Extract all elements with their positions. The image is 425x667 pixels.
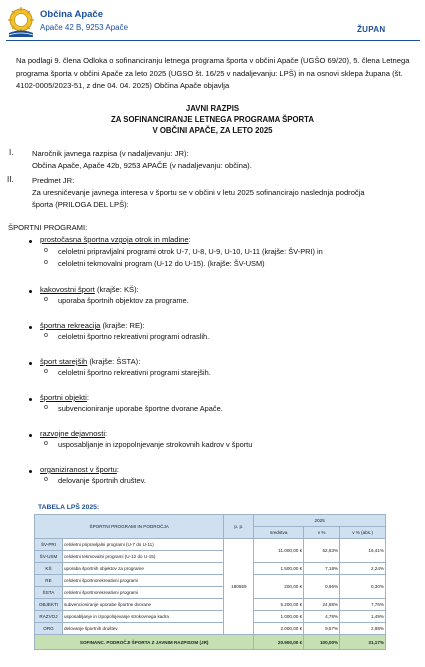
row-desc: subvencioniranje uporabe športne dvorane bbox=[62, 599, 223, 611]
total-abs: 31,17% bbox=[340, 635, 386, 650]
row-amount: 1.500,00 € bbox=[254, 563, 304, 575]
bullet-icon bbox=[29, 326, 32, 329]
row-code: RE bbox=[35, 575, 63, 587]
row-abs: 0,30% bbox=[340, 575, 386, 599]
table-header-row bbox=[35, 515, 386, 527]
document-title: JAVNI RAZPIS bbox=[185, 104, 240, 113]
program-suffix: (krajše: RE): bbox=[100, 321, 145, 330]
row-code: RAZVOJ bbox=[35, 611, 63, 623]
program-subitem: celoletni tekmovalni program (U-12 do U-15). (krajše: ŠV-USM) bbox=[58, 259, 265, 268]
row-abs: 2,98% bbox=[340, 623, 386, 635]
program-suffix: : bbox=[116, 465, 119, 474]
row-code: OBJEKTI bbox=[35, 599, 63, 611]
program-subitem: celoletni športno rekreativni programi starejših. bbox=[58, 368, 211, 377]
circle-bullet-icon: o bbox=[44, 476, 48, 483]
row-desc: celoletni pripravljalni programi (U-7 do U-11) bbox=[62, 539, 223, 551]
program-label: športna rekreacija bbox=[40, 321, 101, 330]
table-header-year: 2025 bbox=[254, 515, 386, 527]
table-row bbox=[35, 623, 386, 635]
circle-bullet-icon: o bbox=[44, 404, 48, 411]
row-amount: 200,00 € bbox=[254, 575, 304, 599]
office-label: ŽUPAN bbox=[357, 25, 386, 34]
bullet-icon bbox=[29, 434, 32, 437]
program-subitem: celoletni pripravljalni programi otrok U-7, U-8, U-9, U-10, U-11 (krajše: ŠV-PRI) in bbox=[58, 247, 323, 256]
row-desc: celoletni tekmovalni programi (U-12 do U-15) bbox=[62, 551, 223, 563]
section-2-text: športa (PRILOGA DEL LPŠ): bbox=[32, 200, 129, 209]
circle-bullet-icon: o bbox=[44, 440, 48, 447]
program-subitem: uporaba športnih objektov za programe. bbox=[58, 296, 189, 305]
table-row bbox=[35, 575, 386, 587]
row-amount: 5.200,00 € bbox=[254, 599, 304, 611]
row-code: ORG bbox=[35, 623, 63, 635]
program-suffix: : bbox=[105, 429, 108, 438]
table-header-pp: p. p. bbox=[224, 515, 254, 539]
intro-paragraph: Na podlagi 9. člena Odloka o sofinanciranju letnega programa športa v občini Apače (UGŠO 69/20), 5. člena Letnega programa športa v občini Apače za leto 2025 (UGSO št. 16/25 v nadaljevanju: LPŠ) in na osnovi sklepa župana (št. 4102-0005/2023-51, z dne 04. 04. 2025) Občina Apače objavlja bbox=[16, 56, 410, 91]
row-abs: 1,49% bbox=[340, 611, 386, 623]
row-desc: celoletni športnorekreativni programi bbox=[62, 575, 223, 587]
table-title: TABELA LPŠ 2025: bbox=[38, 504, 100, 511]
total-pct: 100,00% bbox=[304, 635, 340, 650]
table-row bbox=[35, 599, 386, 611]
program-subitem: usposabljanje in izpopolnjevanje strokovnih kadrov v športu bbox=[58, 440, 253, 449]
bullet-icon bbox=[29, 290, 32, 293]
table-row bbox=[35, 539, 386, 551]
table-header-sredstva: sredstva bbox=[254, 527, 304, 539]
lps-table bbox=[34, 514, 386, 650]
section-2-heading: Predmet JR: bbox=[32, 176, 75, 185]
row-pct: 7,18% bbox=[304, 563, 340, 575]
bullet-icon bbox=[29, 398, 32, 401]
bullet-icon bbox=[29, 362, 32, 365]
letterhead bbox=[0, 0, 425, 44]
circle-bullet-icon: o bbox=[44, 247, 48, 254]
table-header-pct-abs: v % (abs.) bbox=[340, 527, 386, 539]
programs-heading: ŠPORTNI PROGRAMI: bbox=[8, 223, 88, 232]
row-abs: 7,76% bbox=[340, 599, 386, 611]
program-label: športni objekti bbox=[40, 393, 87, 402]
program-subitem: subvencioniranje uporabe športne dvorane Apače. bbox=[58, 404, 223, 413]
municipality-name: Občina Apače bbox=[40, 9, 104, 20]
row-pct: 4,78% bbox=[304, 611, 340, 623]
row-code: ŠV-PRI bbox=[35, 539, 63, 551]
row-code: ŠSTA bbox=[35, 587, 63, 599]
program-item bbox=[40, 234, 191, 246]
row-pct: 52,63% bbox=[304, 539, 340, 563]
program-suffix: : bbox=[86, 393, 89, 402]
circle-bullet-icon: o bbox=[44, 259, 48, 266]
program-label: šport starejših bbox=[40, 357, 88, 366]
table-total-row bbox=[35, 635, 386, 650]
program-label: prostočasna športna vzgoja otrok in mladine bbox=[40, 235, 189, 244]
program-suffix: (krajše: KŠ): bbox=[94, 285, 139, 294]
row-amount: 1.000,00 € bbox=[254, 611, 304, 623]
row-amount: 11.000,00 € bbox=[254, 539, 304, 563]
row-abs: 2,24% bbox=[340, 563, 386, 575]
row-desc: delovanje športnih društev bbox=[62, 623, 223, 635]
section-1-text: Občina Apače, Apače 42b, 9253 APAČE (v nadaljevanju: občina). bbox=[32, 161, 252, 170]
program-subitem: celoletni športno rekreativni programi odraslih. bbox=[58, 332, 210, 341]
row-desc: celoletni športnorekreativni programi bbox=[62, 587, 223, 599]
document-subtitle-year: V OBČINI APAČE, ZA LETO 2025 bbox=[152, 126, 273, 135]
row-pct: 24,88% bbox=[304, 599, 340, 611]
bullet-icon bbox=[29, 470, 32, 473]
row-abs: 16,41% bbox=[340, 539, 386, 563]
table-row bbox=[35, 563, 386, 575]
circle-bullet-icon: o bbox=[44, 296, 48, 303]
row-amount: 2.000,00 € bbox=[254, 623, 304, 635]
total-amount: 20.900,00 € bbox=[254, 635, 304, 650]
row-desc: uporaba športnih objektov za programe bbox=[62, 563, 223, 575]
row-pct: 9,57% bbox=[304, 623, 340, 635]
program-label: razvojne dejavnosti bbox=[40, 429, 106, 438]
section-2-text: Za uresničevanje javnega interesa v športu se v občini v letu 2025 sofinancirajo naslednja področja bbox=[32, 188, 365, 197]
header-divider bbox=[6, 40, 420, 41]
table-header-pct: v % bbox=[304, 527, 340, 539]
row-pp: 180559 bbox=[224, 539, 254, 635]
program-label: organiziranost v športu bbox=[40, 465, 117, 474]
municipality-crest-icon bbox=[6, 6, 36, 38]
circle-bullet-icon: o bbox=[44, 332, 48, 339]
bullet-icon bbox=[29, 240, 32, 243]
section-1-heading: Naročnik javnega razpisa (v nadaljevanju: JR): bbox=[32, 149, 189, 158]
program-subitem: delovanje športnih društev. bbox=[58, 476, 146, 485]
document-subtitle: ZA SOFINANCIRANJE LETNEGA PROGRAMA ŠPORTA bbox=[110, 115, 314, 124]
program-suffix: : bbox=[188, 235, 191, 244]
row-code: ŠV-USM bbox=[35, 551, 63, 563]
circle-bullet-icon: o bbox=[44, 368, 48, 375]
program-label: kakovostni šport bbox=[40, 285, 95, 294]
row-pct: 0,96% bbox=[304, 575, 340, 599]
section-number: II. bbox=[7, 175, 14, 184]
program-suffix: (krajše: ŠSTA): bbox=[87, 357, 141, 366]
table-row bbox=[35, 611, 386, 623]
municipality-address: Apače 42 B, 9253 Apače bbox=[40, 23, 129, 32]
table-header-program: ŠPORTNI PROGRAMI IN PODROČJA bbox=[35, 515, 224, 539]
total-label: SOFINANC. PODROČJI ŠPORTA Z JAVNIM RAZPISOM (JR) bbox=[35, 635, 254, 650]
section-number: I. bbox=[9, 148, 14, 157]
row-code: KŠ bbox=[35, 563, 63, 575]
row-desc: usposabljanje in izpopolnjevanje strokovnega kadra bbox=[62, 611, 223, 623]
